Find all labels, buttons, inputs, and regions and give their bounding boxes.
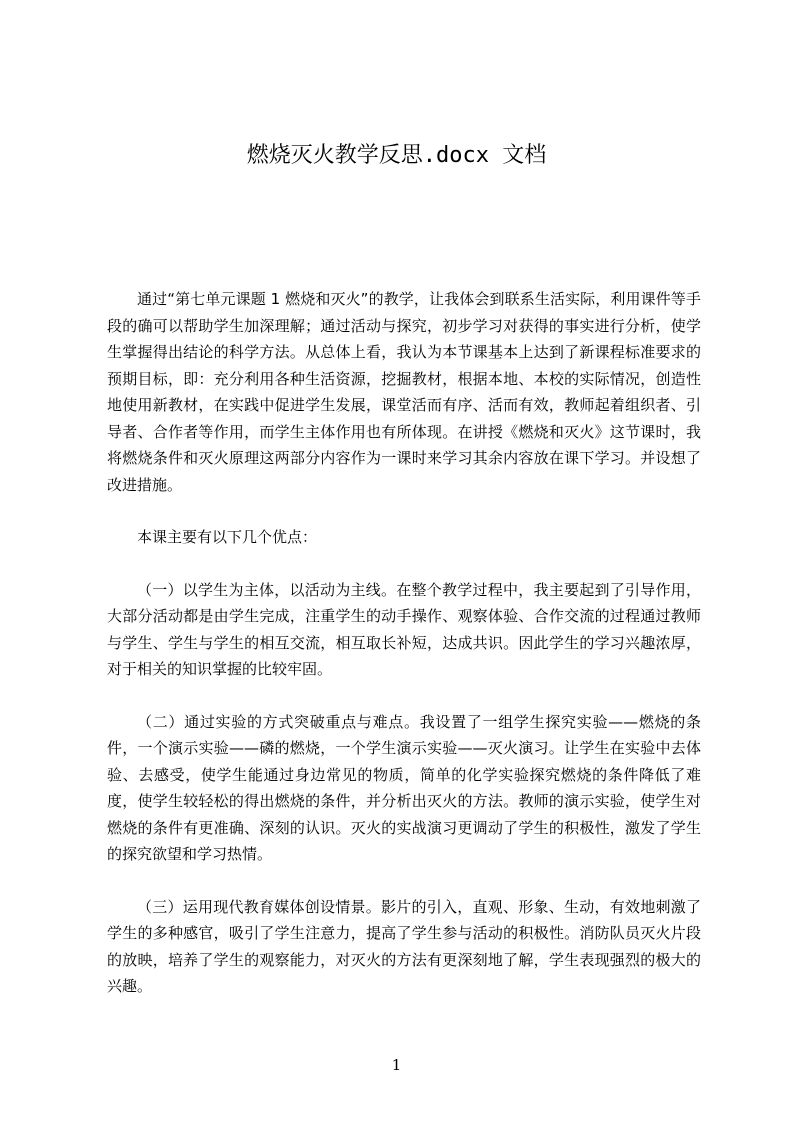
paragraph-point-one: （一）以学生为主体，以活动为主线。在整个教学过程中，我主要起到了引导作用，大部分活动都是由学生完成，注重学生的动手操作、观察体验、合作交流的过程通过教师与学生、学生与学生的相互交流，相互取长补短，达成共识。因此学生的学习兴趣浓厚，对于相关的知识掌握的比较牢固。 xyxy=(107,580,701,678)
paragraph-point-three: （三）运用现代教育媒体创设情景。影片的引入，直观、形象、生动，有效地刺激了学生的多种感官，吸引了学生注意力，提高了学生参与活动的积极性。消防队员灭火片段的放映，培养了学生的观察能力，对灭火的方法有更深刻地了解，学生表现强烈的极大的兴趣。 xyxy=(107,897,701,995)
document-body xyxy=(107,286,701,1000)
paragraph-intro: 通过“第七单元课题 1 燃烧和灭火”的教学，让我体会到联系生活实际，利用课件等手段的确可以帮助学生加深理解；通过活动与探究，初步学习对获得的事实进行分析，使学生掌握得出结论的科学方法。从总体上看，我认为本节课基本上达到了新课程标准要求的预期目标，即：充分利用各种生活资源，挖掘教材，根据本地、本校的实际情况，创造性地使用新教材，在实践中促进学生发展，课堂活而有序、活而有效，教师起着组织者、引导者、合作者等作用，而学生主体作用也有所体现。在讲授《燃烧和灭火》这节课时，我将燃烧条件和灭火原理这两部分内容作为一课时来学习其余内容放在课下学习。并设想了改进措施。 xyxy=(107,290,701,494)
page-number: 1 xyxy=(391,1056,402,1074)
document-title: 燃烧灭火教学反思.docx 文档 xyxy=(246,143,547,168)
paragraph-advantages-heading: 本课主要有以下几个优点： xyxy=(137,528,318,546)
paragraph-point-two: （二）通过实验的方式突破重点与难点。我设置了一组学生探究实验——燃烧的条件，一个演示实验——磷的燃烧，一个学生演示实验——灭火演习。让学生在实验中去体验、去感受，使学生能通过身边常见的物质，简单的化学实验探究燃烧的条件降低了难度，使学生较轻松的得出燃烧的条件，并分析出灭火的方法。教师的演示实验，使学生对燃烧的条件有更准确、深刻的认识。灭火的实战演习更调动了学生的积极性，激发了学生的探究欲望和学习热情。 xyxy=(107,712,701,863)
